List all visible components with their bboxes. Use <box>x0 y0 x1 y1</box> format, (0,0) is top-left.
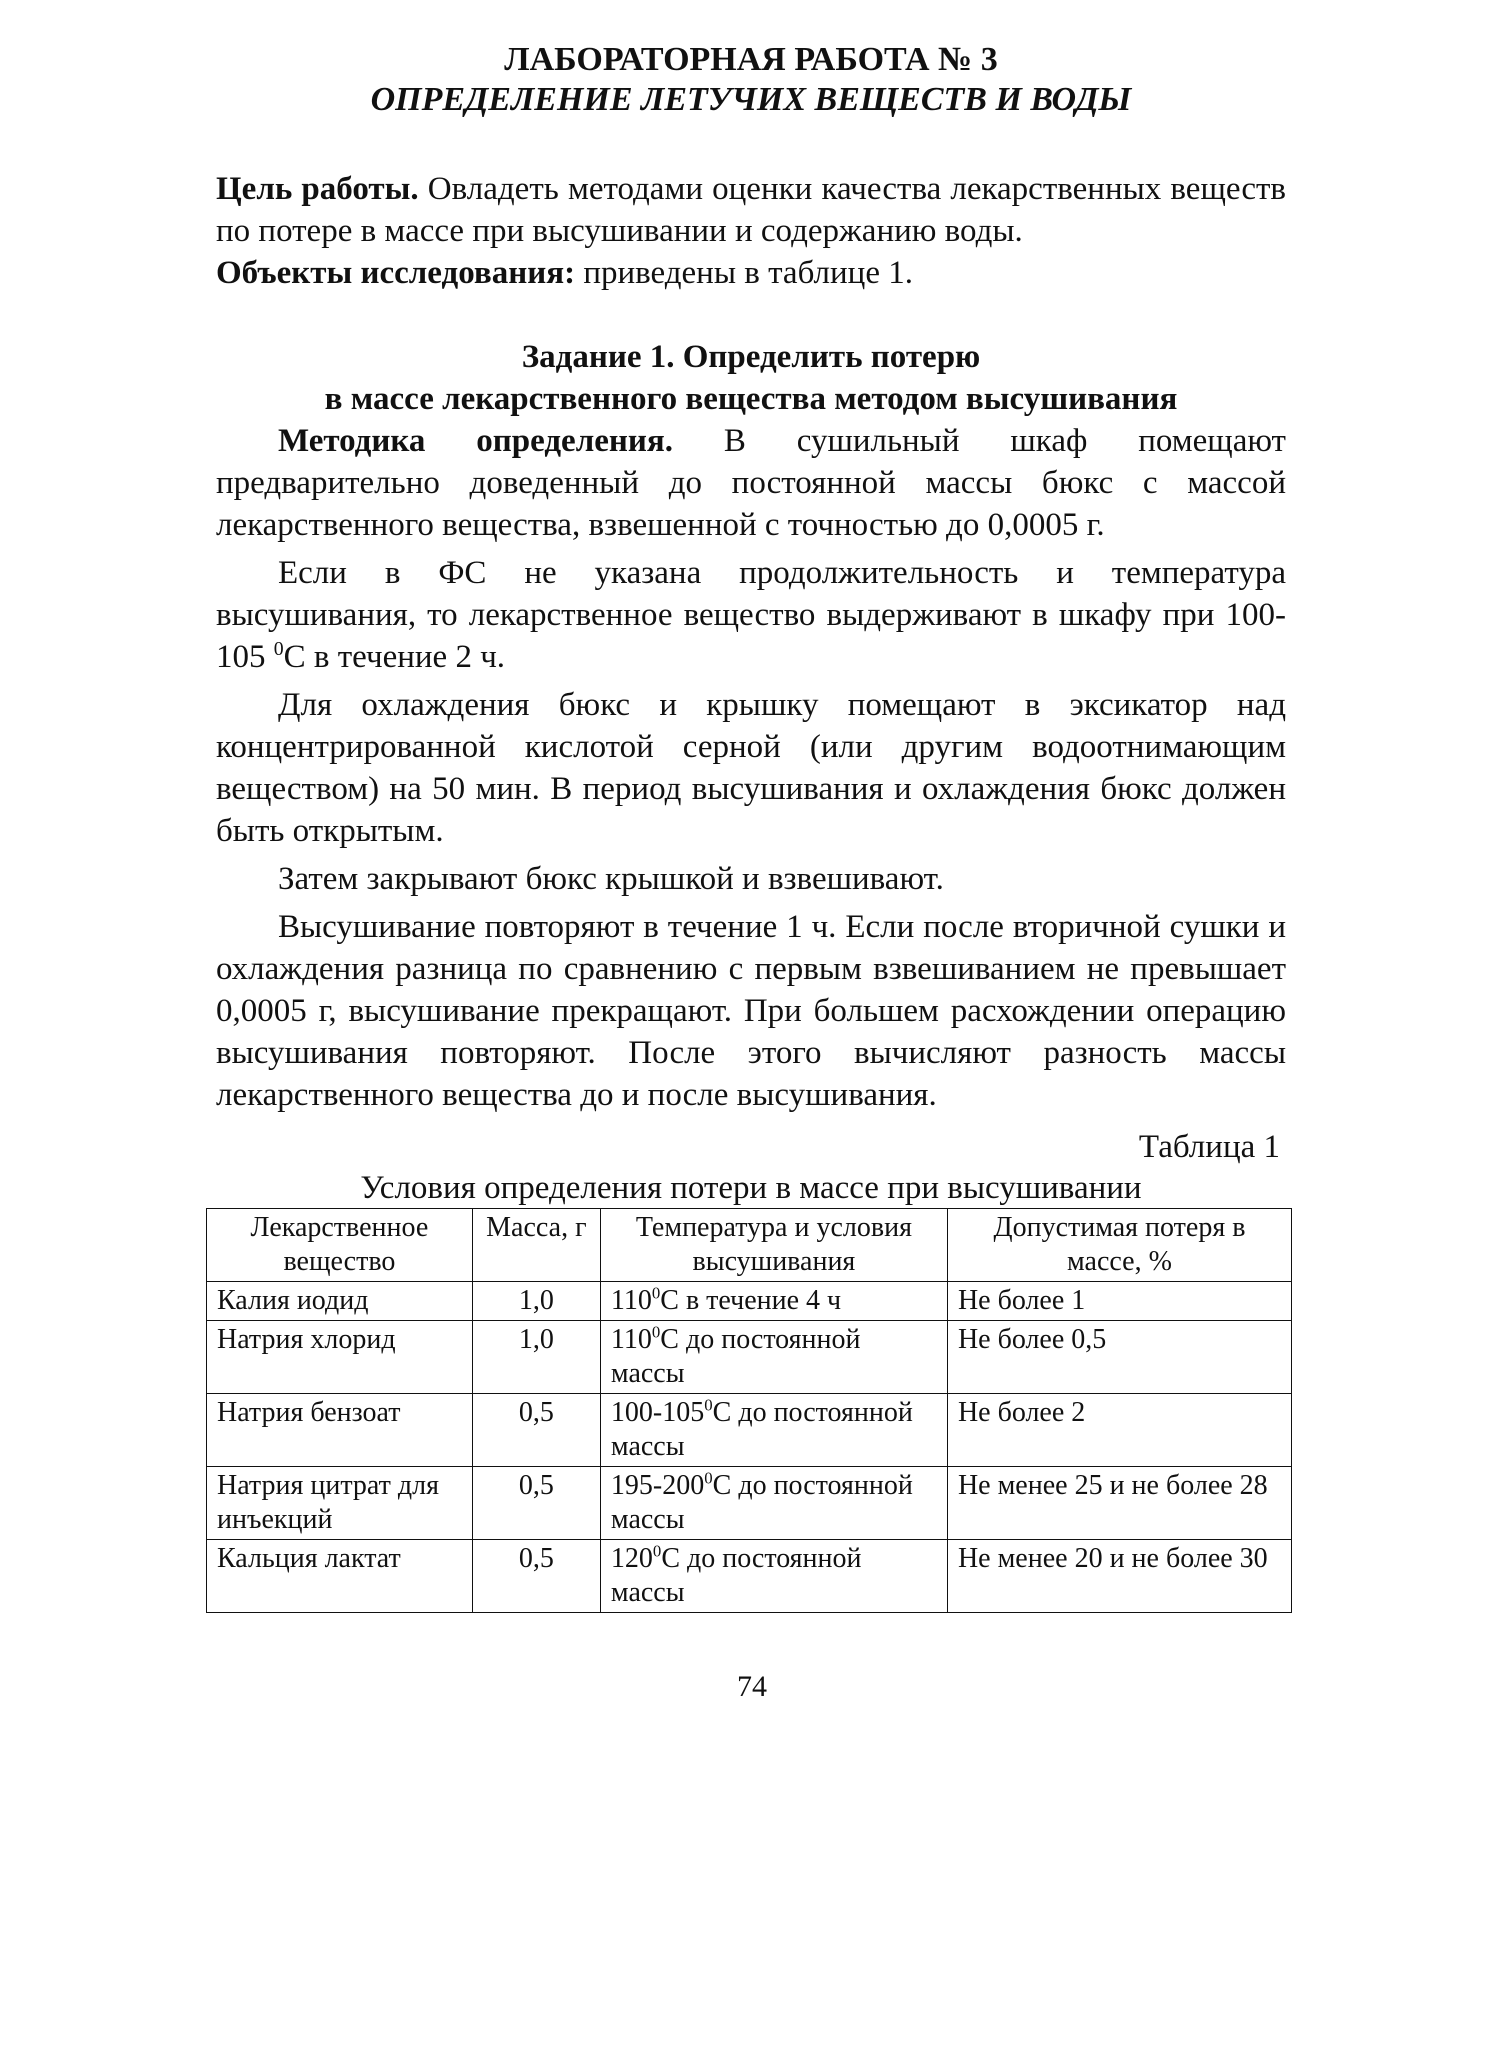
table-row <box>207 1282 1292 1321</box>
cell-temperature: 100-105 <box>610 1397 705 1428</box>
cell-loss: Не более 0,5 <box>947 1321 1291 1394</box>
cell-condition-text: С до постоянной массы <box>610 1324 861 1389</box>
method-label: Методика определения. <box>278 423 673 459</box>
cell-loss: Не менее 20 и не более 30 <box>947 1540 1291 1613</box>
degree-superscript: 0 <box>651 1322 661 1342</box>
degree-superscript: 0 <box>651 1283 661 1303</box>
cell-substance: Натрия цитрат для инъекций <box>207 1467 473 1540</box>
method-paragraph <box>216 420 1286 546</box>
cell-condition-text: С до постоянной массы <box>610 1470 913 1535</box>
cell-mass: 0,5 <box>472 1540 600 1613</box>
header-conditions: Температура и условия высушивания <box>600 1209 947 1282</box>
cell-substance: Кальция лактат <box>207 1540 473 1613</box>
cell-conditions <box>600 1394 947 1467</box>
cell-substance: Натрия хлорид <box>207 1321 473 1394</box>
task-1-heading <box>216 336 1286 420</box>
cell-loss: Не более 2 <box>947 1394 1291 1467</box>
cell-mass: 0,5 <box>472 1394 600 1467</box>
cell-loss: Не более 1 <box>947 1282 1291 1321</box>
paragraph-repeat-drying: Высушивание повторяют в течение 1 ч. Если после вторичной сушки и охлаждения разница по сравнению с первым взвешиванием не превышает 0,0005 г, высушивание прекращают. При большем расхождении операцию высушивания повторяют. После этого вычисляют разность массы лекарственного вещества до и после высушивания. <box>216 909 1286 1113</box>
table-row <box>207 1540 1292 1613</box>
header-substance: Лекарственное вещество <box>207 1209 473 1282</box>
cell-conditions <box>600 1540 947 1613</box>
degree-superscript: 0 <box>704 1468 713 1488</box>
table-caption: Условия определения потери в массе при высушивании <box>360 1170 1142 1206</box>
cell-conditions <box>600 1467 947 1540</box>
cell-condition-text: С до постоянной массы <box>610 1543 862 1608</box>
cell-substance: Калия иодид <box>207 1282 473 1321</box>
cell-temperature: 120 <box>610 1543 653 1574</box>
page-number: 74 <box>737 1670 767 1703</box>
task-1-heading-line-2: в массе лекарственного вещества методом высушивания <box>324 381 1178 417</box>
cell-mass: 1,0 <box>472 1282 600 1321</box>
degree-superscript: 0 <box>652 1541 662 1561</box>
document-page <box>216 40 1286 1613</box>
paragraph-drying-conditions <box>216 552 1286 678</box>
paragraph-weighing: Затем закрывают бюкс крышкой и взвешивают. <box>278 861 944 897</box>
drying-conditions-table <box>206 1208 1292 1613</box>
goal-paragraph <box>216 168 1286 252</box>
cell-conditions <box>600 1321 947 1394</box>
objects-paragraph <box>216 252 1286 294</box>
lab-work-subtitle: ОПРЕДЕЛЕНИЕ ЛЕТУЧИХ ВЕЩЕСТВ И ВОДЫ <box>370 81 1132 118</box>
drying-conditions-text: Если в ФС не указана продолжительность и температура высушивания, то лекарственное вещество выдерживают в шкафу при 100-105 <box>216 555 1286 675</box>
lab-work-title: ЛАБОРАТОРНАЯ РАБОТА № 3 <box>504 41 998 78</box>
cell-conditions <box>600 1282 947 1321</box>
cell-condition-text: С в течение 4 ч <box>660 1285 842 1316</box>
method-text: В сушильный шкаф помещают предварительно доведенный до постоянной массы бюкс с массой лекарственного вещества, взвешенной с точностью до 0,0005 г. <box>216 423 1286 543</box>
paragraph-cooling: Для охлаждения бюкс и крышку помещают в эксикатор над концентрированной кислотой серной (или другим водоотнимающим веществом) на 50 мин. В период высушивания и охлаждения бюкс должен быть открытым. <box>216 687 1286 849</box>
cell-mass: 1,0 <box>472 1321 600 1394</box>
goal-text: Овладеть методами оценки качества лекарственных веществ по потере в массе при высушивании и содержанию воды. <box>216 171 1286 249</box>
cell-temperature: 110 <box>610 1285 652 1316</box>
table-row <box>207 1321 1292 1394</box>
task-1-heading-line-1: Задание 1. Определить потерю <box>521 339 981 375</box>
header-loss: Допустимая потеря в массе, % <box>947 1209 1291 1282</box>
drying-conditions-tail: С в течение 2 ч. <box>283 639 506 675</box>
degree-superscript: 0 <box>273 638 284 660</box>
cell-temperature: 195-200 <box>610 1470 705 1501</box>
objects-text: приведены в таблице 1. <box>575 255 913 291</box>
cell-condition-text: С до постоянной массы <box>610 1397 913 1462</box>
cell-mass: 0,5 <box>472 1467 600 1540</box>
table-row <box>207 1394 1292 1467</box>
cell-temperature: 110 <box>610 1324 652 1355</box>
objects-label: Объекты исследования: <box>216 255 576 291</box>
goal-label: Цель работы. <box>216 171 419 207</box>
header-mass: Масса, г <box>472 1209 600 1282</box>
table-header-row <box>207 1209 1292 1282</box>
cell-loss: Не менее 25 и не более 28 <box>947 1467 1291 1540</box>
degree-superscript: 0 <box>704 1395 713 1415</box>
cell-substance: Натрия бензоат <box>207 1394 473 1467</box>
table-row <box>207 1467 1292 1540</box>
table-label: Таблица 1 <box>1138 1129 1280 1165</box>
